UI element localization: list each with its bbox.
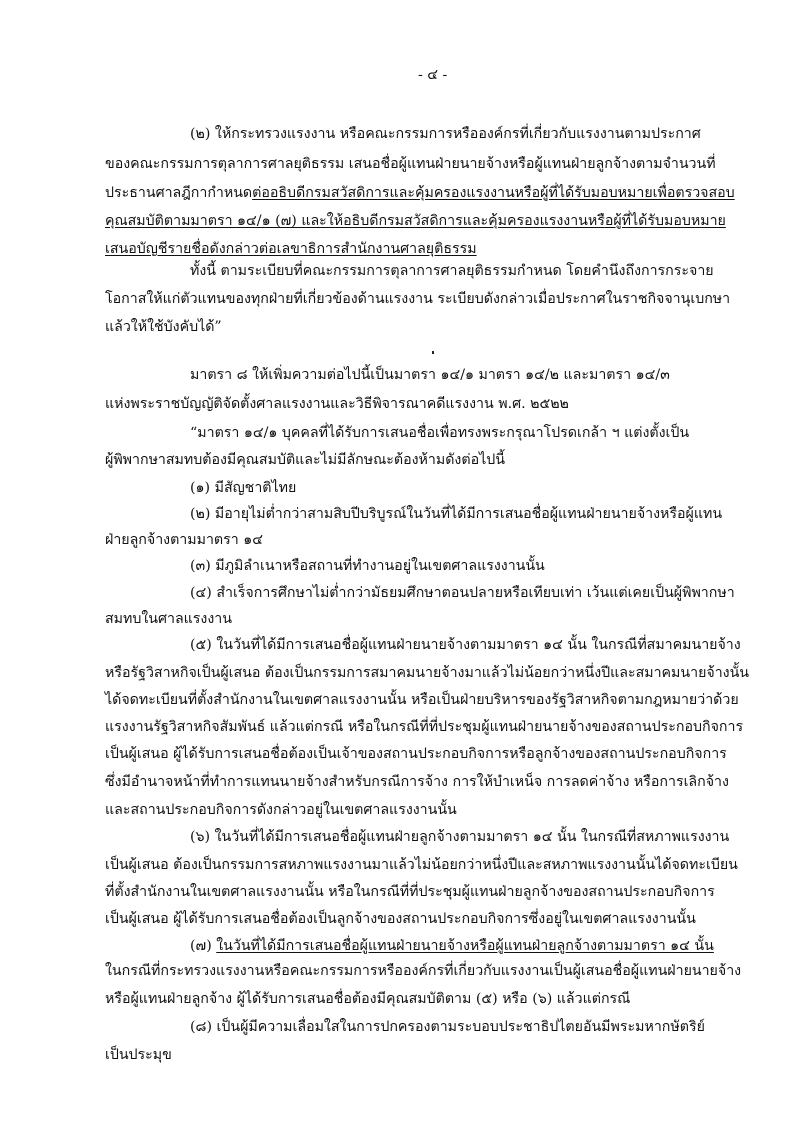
paragraph-line: เป็นประมุข bbox=[105, 1047, 172, 1063]
page-number: - ๔ - bbox=[418, 67, 448, 83]
paragraph-line: (๗) ในวันที่ได้มีการเสนอชื่อผู้แทนฝ่ายนายจ้างหรือผู้แทนฝ่ายลูกจ้างตามมาตรา ๑๔ นั้น bbox=[190, 938, 714, 954]
paragraph-line: และสถานประกอบกิจการดังกล่าวอยู่ในเขตศาลแรงงานนั้น bbox=[105, 802, 457, 818]
paragraph-line: หรือผู้แทนฝ่ายลูกจ้าง ผู้ได้รับการเสนอชื่อต้องมีคุณสมบัติตาม (๕) หรือ (๖) แล้วแต่กรณี bbox=[105, 991, 631, 1007]
paragraph-line: ในกรณีที่กระทรวงแรงงานหรือคณะกรรมการหรือองค์กรที่เกี่ยวกับแรงงานเป็นผู้เสนอชื่อผู้แทนฝ่ายนายจ้าง bbox=[105, 963, 742, 979]
paragraph-line bbox=[105, 212, 726, 230]
paragraph-line: เป็นผู้เสนอ ผู้ได้รับการเสนอชื่อต้องเป็นเจ้าของสถานประกอบกิจการหรือลูกจ้างของสถานประกอบกิจการ bbox=[105, 746, 727, 762]
paragraph-line: (๘) เป็นผู้มีความเลื่อมใสในการปกครองตามระบอบประชาธิปไตยอันมีพระมหากษัตริย์ bbox=[190, 1019, 705, 1035]
underlined-text: ต่ออธิบดีกรมสวัสดิการและคุ้มครองแรงงานหรือผู้ที่ได้รับมอบหมายเพื่อตรวจสอบ bbox=[252, 185, 735, 201]
paragraph-line: ซึ่งมีอำนาจหน้าที่ทำการแทนนายจ้างสำหรับกรณีการจ้าง การให้บำเหน็จ การลดค่าจ้าง หรือการเลิกจ้าง bbox=[105, 774, 729, 790]
paragraph-line bbox=[105, 240, 477, 258]
paragraph-line: แรงงานรัฐวิสาหกิจสัมพันธ์ แล้วแต่กรณี หรือในกรณีที่ที่ประชุมผู้แทนฝ่ายนายจ้างของสถานประกอบกิจการ bbox=[105, 719, 744, 735]
paragraph-line: ฝ่ายลูกจ้างตามมาตรา ๑๔ bbox=[105, 532, 263, 548]
paragraph-line: สมทบในศาลแรงงาน bbox=[105, 611, 232, 627]
paragraph-line: (๒) ให้กระทรวงแรงงาน หรือคณะกรรมการหรือองค์กรที่เกี่ยวกับแรงงานตามประกาศ bbox=[190, 126, 701, 142]
paragraph-line: แล้วให้ใช้บังคับได้” bbox=[105, 319, 222, 335]
paragraph-line: (๕) ในวันที่ได้มีการเสนอชื่อผู้แทนฝ่ายนายจ้างตามมาตรา ๑๔ นั้น ในกรณีที่สมาคมนายจ้าง bbox=[190, 637, 741, 653]
paragraph-line: แห่งพระราชบัญญัติจัดตั้งศาลแรงงานและวิธีพิจารณาคดีแรงงาน พ.ศ. ๒๕๒๒ bbox=[105, 396, 569, 412]
paragraph-line: ของคณะกรรมการตุลาการศาลยุติธรรม เสนอชื่อผู้แทนฝ่ายนายจ้างหรือผู้แทนฝ่ายลูกจ้างตามจำนวนที่ bbox=[105, 156, 716, 172]
paragraph-line: ประธานศาลฎีกากำหนดต่ออธิบดีกรมสวัสดิการและคุ้มครองแรงงานหรือผู้ที่ได้รับมอบหมายเพื่อตรวจสอบ bbox=[105, 185, 735, 201]
paragraph-line: หรือรัฐวิสาหกิจเป็นผู้เสนอ ต้องเป็นกรรมการสมาคมนายจ้างมาแล้วไม่น้อยกว่าหนึ่งปีและสมาคมนายจ้างนั้น bbox=[105, 665, 749, 681]
paragraph-line: ทั้งนี้ ตามระเบียบที่คณะกรรมการตุลาการศาลยุติธรรมกำหนด โดยคำนึงถึงการกระจาย bbox=[190, 263, 714, 279]
paragraph-line: “มาตรา ๑๔/๑ บุคคลที่ได้รับการเสนอชื่อเพื่อทรงพระกรุณาโปรดเกล้า ฯ แต่งตั้งเป็น bbox=[190, 425, 690, 441]
paragraph-line: เป็นผู้เสนอ ผู้ได้รับการเสนอชื่อต้องเป็นลูกจ้างของสถานประกอบกิจการซึ่งอยู่ในเขตศาลแรงงานนั้น bbox=[105, 911, 696, 927]
paragraph-line: มาตรา ๘ ให้เพิ่มความต่อไปนี้เป็นมาตรา ๑๔/๑ มาตรา ๑๔/๒ และมาตรา ๑๔/๓ bbox=[190, 367, 670, 383]
underlined-text: เสนอบัญชีรายชื่อดังกล่าวต่อเลขาธิการสำนักงานศาลยุติธรรม bbox=[105, 241, 477, 257]
paragraph-line: ที่ตั้งสำนักงานในเขตศาลแรงงานนั้น หรือในกรณีที่ที่ประชุมผู้แทนฝ่ายลูกจ้างของสถานประกอบกิจการ bbox=[105, 884, 715, 900]
paragraph-line: (๓) มีภูมิลำเนาหรือสถานที่ทำงานอยู่ในเขตศาลแรงงานนั้น bbox=[190, 558, 545, 574]
paragraph-line: ได้จดทะเบียนที่ตั้งสำนักงานในเขตศาลแรงงานนั้น หรือเป็นฝ่ายบริหารของรัฐวิสาหกิจตามกฎหมายว่าด้วย bbox=[105, 692, 739, 708]
paragraph-line: (๒) มีอายุไม่ต่ำกว่าสามสิบปีบริบูรณ์ในวันที่ได้มีการเสนอชื่อผู้แทนฝ่ายนายจ้างหรือผู้แทน bbox=[190, 506, 723, 522]
underlined-text: ในวันที่ได้มีการเสนอชื่อผู้แทนฝ่ายนายจ้างหรือผู้แทนฝ่ายลูกจ้างตามมาตรา ๑๔ นั้น bbox=[216, 938, 714, 954]
paragraph-line: (๑) มีสัญชาติไทย bbox=[190, 480, 297, 496]
underlined-text: คุณสมบัติตามมาตรา ๑๔/๑ (๗) และให้อธิบดีกรมสวัสดิการและคุ้มครองแรงงานหรือผู้ที่ได้รับมอบหมาย bbox=[105, 213, 726, 229]
paragraph-line: เป็นผู้เสนอ ต้องเป็นกรรมการสหภาพแรงงานมาแล้วไม่น้อยกว่าหนึ่งปีและสหภาพแรงงานนั้นได้จดทะเบียน bbox=[105, 857, 738, 873]
paragraph-line: โอกาสให้แก่ตัวแทนของทุกฝ่ายที่เกี่ยวข้องด้านแรงงาน ระเบียบดังกล่าวเมื่อประกาศในราชกิจจานุเบกษา bbox=[105, 291, 731, 307]
paragraph-line: (๖) ในวันที่ได้มีการเสนอชื่อผู้แทนฝ่ายลูกจ้างตามมาตรา ๑๔ นั้น ในกรณีที่สหภาพแรงงาน bbox=[190, 829, 730, 845]
scan-speck bbox=[432, 351, 434, 354]
paragraph-line: (๔) สำเร็จการศึกษาไม่ต่ำกว่ามัธยมศึกษาตอนปลายหรือเทียบเท่า เว้นแต่เคยเป็นผู้พิพากษา bbox=[190, 585, 735, 601]
paragraph-line: ผู้พิพากษาสมทบต้องมีคุณสมบัติและไม่มีลักษณะต้องห้ามดังต่อไปนี้ bbox=[105, 452, 505, 468]
